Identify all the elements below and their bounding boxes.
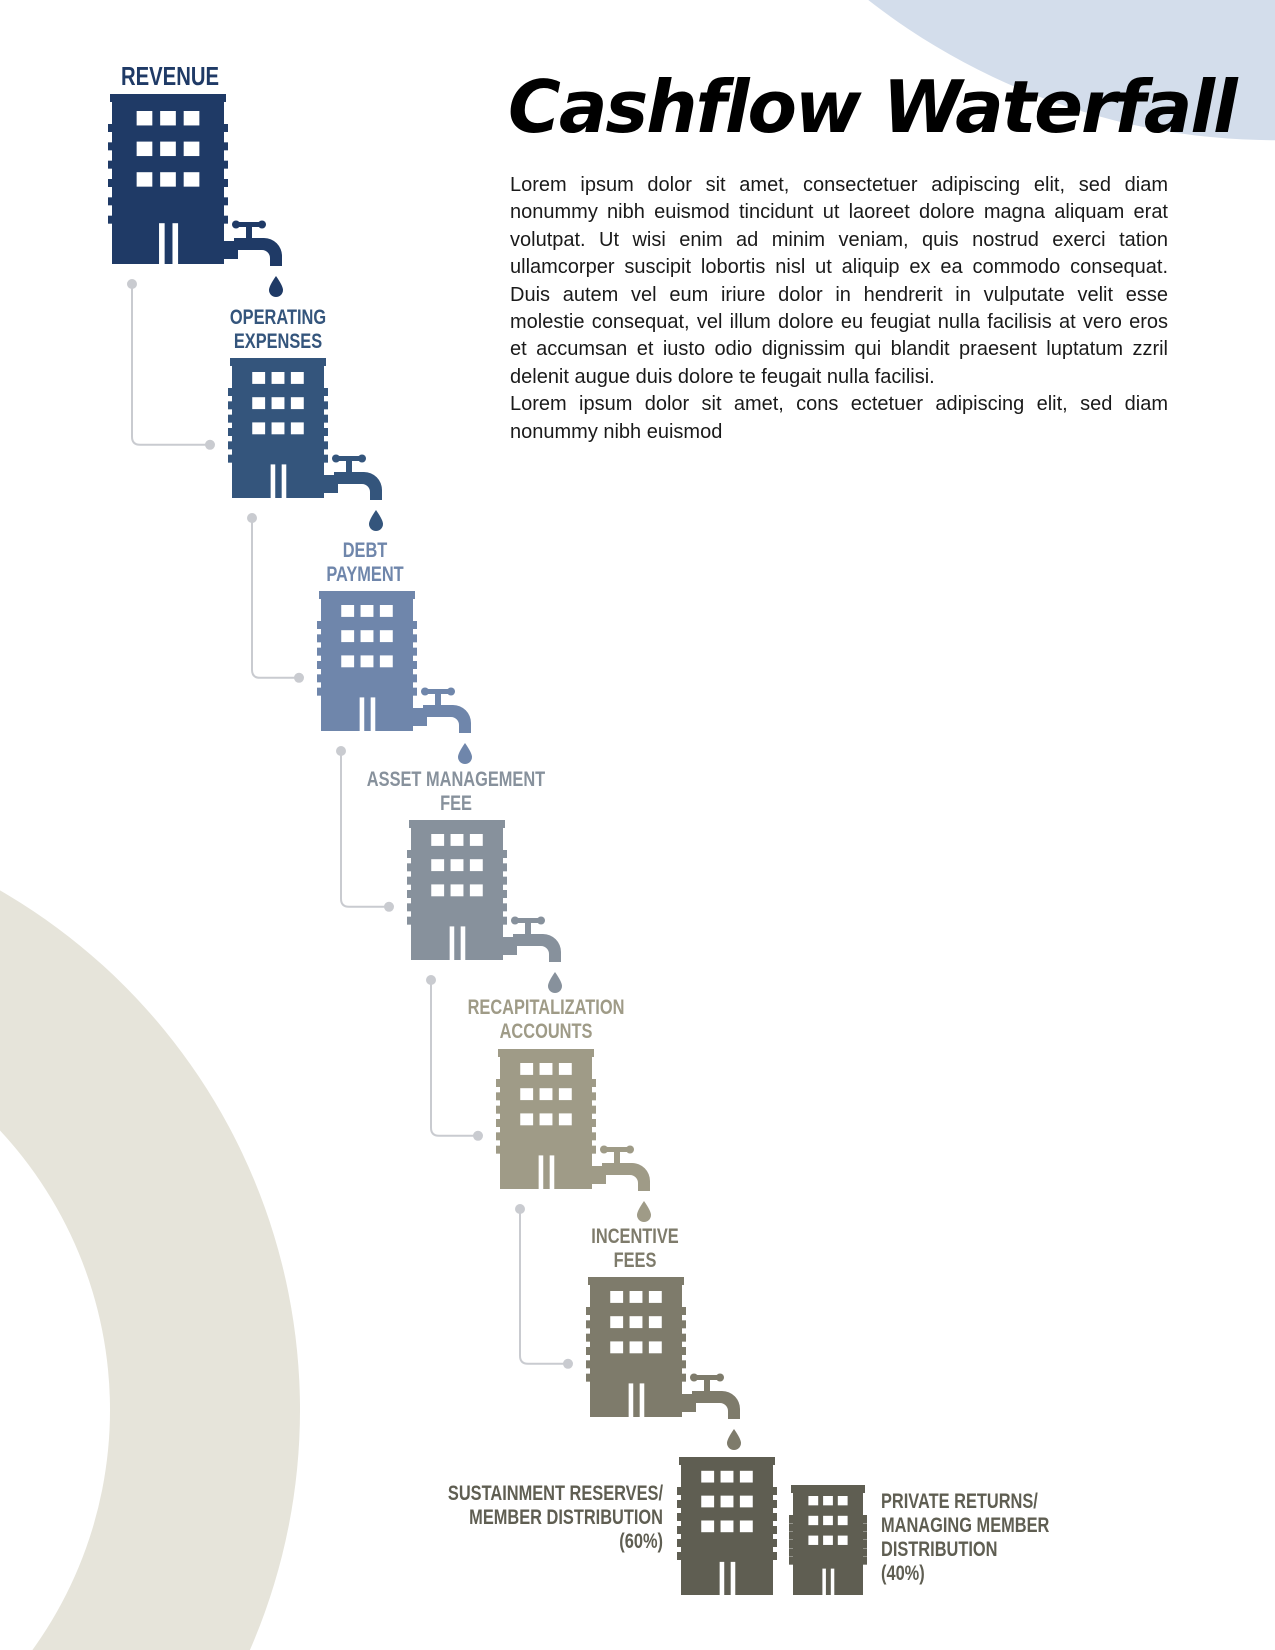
building-door-line xyxy=(271,464,276,498)
building-side-ledge xyxy=(789,1523,795,1531)
faucet-icon xyxy=(592,1146,651,1223)
building-window xyxy=(540,1088,553,1100)
body-text xyxy=(510,172,1168,446)
building-side-ledge xyxy=(771,1539,777,1547)
building-icon xyxy=(496,1049,596,1189)
body-paragraph-1: Lorem ipsum dolor sit amet, consectetuer adipiscing elit, sed diam nonummy nibh euismod tincidunt ut laoreet dolore magna aliquam erat volutpat. Ut wisi enim ad minim veniam, quis nostrud exerci tation ullamcorper suscipit lobortis nisl ut aliquip ex ea commodo consequat. Duis autem vel eum iriure dolor in hendrerit in vulputate velit esse molestie consequat, vel illum dolore eu feugiat nulla facilisis at vero eros et accumsan et iusto odio dignissim qui blandit praesent luptatum zzril delenit augue duis dolore te feugait nulla facilisi. xyxy=(510,174,1168,388)
building-side-ledge xyxy=(322,415,328,423)
building-side-ledge xyxy=(861,1548,867,1556)
building-side-ledge xyxy=(411,621,417,629)
building-side-ledge xyxy=(590,1079,596,1087)
building-window xyxy=(808,1496,818,1505)
connector-dot xyxy=(473,1131,483,1141)
building-side-ledge xyxy=(586,1334,592,1342)
building-window xyxy=(160,142,176,156)
building-window xyxy=(649,1316,662,1328)
faucet-stem xyxy=(346,460,352,474)
building-side-ledge xyxy=(411,661,417,669)
faucet-handle-knob xyxy=(332,455,340,463)
building-icon xyxy=(789,1485,867,1595)
building-side-ledge xyxy=(322,428,328,436)
building-side-ledge xyxy=(317,661,323,669)
building-roof-ledge xyxy=(319,591,415,599)
building-window xyxy=(470,884,483,896)
building-window xyxy=(160,111,176,125)
building-side-ledge xyxy=(861,1523,867,1531)
building-side-ledge xyxy=(771,1500,777,1508)
building-side-ledge xyxy=(501,903,507,911)
building-window xyxy=(823,1516,833,1525)
building-side-ledge xyxy=(677,1500,683,1508)
building-window xyxy=(137,172,153,186)
step-label-line: FEES xyxy=(613,1249,657,1272)
faucet-handle-knob xyxy=(258,221,266,229)
step-label-line: DEBT xyxy=(342,539,388,562)
building-side-ledge xyxy=(677,1513,683,1521)
building-side-ledge xyxy=(411,634,417,642)
building-window xyxy=(721,1471,734,1483)
building-window xyxy=(361,655,374,667)
building-side-ledge xyxy=(228,441,234,449)
building-side-ledge xyxy=(407,850,413,858)
final-label-line: (40%) xyxy=(881,1562,925,1585)
building-side-ledge xyxy=(789,1540,795,1548)
building-roof-ledge xyxy=(409,820,505,828)
building-door-line xyxy=(461,926,466,960)
building-side-ledge xyxy=(496,1132,502,1140)
building-side-ledge xyxy=(228,401,234,409)
building-window xyxy=(291,397,304,409)
faucet-handle-knob xyxy=(716,1374,724,1382)
faucet-spout xyxy=(513,934,561,962)
building-icon xyxy=(317,591,417,731)
step-label-debt-payment xyxy=(295,539,435,587)
building-side-ledge xyxy=(677,1526,683,1534)
building-door-line xyxy=(172,223,178,264)
final-label-line: PRIVATE RETURNS/ xyxy=(881,1490,1038,1513)
building-window xyxy=(380,655,393,667)
faucet-handle-knob xyxy=(232,221,240,229)
building-side-ledge xyxy=(501,850,507,858)
building-side-ledge xyxy=(861,1515,867,1523)
building-window xyxy=(470,859,483,871)
building-window xyxy=(630,1341,643,1353)
building-side-ledge xyxy=(586,1374,592,1382)
building-side-ledge xyxy=(680,1347,686,1355)
building-door-line xyxy=(450,926,455,960)
building-side-ledge xyxy=(222,142,228,150)
building-window xyxy=(610,1291,623,1303)
building-window xyxy=(341,630,354,642)
building-side-ledge xyxy=(407,917,413,925)
building-side-ledge xyxy=(680,1360,686,1368)
building-side-ledge xyxy=(771,1526,777,1534)
building-roof-ledge xyxy=(230,358,326,366)
building-side-ledge xyxy=(496,1119,502,1127)
faucet-handle-knob xyxy=(447,688,455,696)
building-window xyxy=(649,1291,662,1303)
building-window xyxy=(838,1516,848,1525)
building-side-ledge xyxy=(322,401,328,409)
connector-path xyxy=(132,284,210,445)
building-side-ledge xyxy=(677,1552,683,1560)
building-side-ledge xyxy=(680,1320,686,1328)
connector-dot xyxy=(247,513,257,523)
building-icon xyxy=(108,94,228,264)
building-window xyxy=(559,1088,572,1100)
building-window xyxy=(380,605,393,617)
water-drop-icon xyxy=(637,1201,651,1222)
connector-dot xyxy=(205,440,215,450)
building-side-ledge xyxy=(108,124,114,132)
building-side-ledge xyxy=(411,648,417,656)
faucet-icon xyxy=(224,221,283,298)
building-window xyxy=(272,397,285,409)
body-paragraph-2: Lorem ipsum dolor sit amet, cons ectetuer adipiscing elit, sed diam nonummy nibh euismod xyxy=(510,393,1168,443)
building-door-line xyxy=(831,1569,835,1595)
building-side-ledge xyxy=(228,428,234,436)
building-side-ledge xyxy=(586,1307,592,1315)
building-window xyxy=(559,1063,572,1075)
building-window xyxy=(184,172,200,186)
building-door-line xyxy=(822,1569,826,1595)
building-window xyxy=(470,834,483,846)
building-window xyxy=(380,630,393,642)
connector-dot xyxy=(426,975,436,985)
building-side-ledge xyxy=(789,1548,795,1556)
faucet-handle-knob xyxy=(690,1374,698,1382)
building-side-ledge xyxy=(789,1532,795,1540)
step-label-line: EXPENSES xyxy=(233,330,323,353)
building-window xyxy=(520,1113,533,1125)
building-side-ledge xyxy=(222,161,228,169)
step-label-line: REVENUE xyxy=(120,61,220,91)
building-side-ledge xyxy=(677,1539,683,1547)
step-label-operating-expenses xyxy=(208,306,348,354)
building-window xyxy=(559,1113,572,1125)
building-window xyxy=(291,372,304,384)
faucet-stem xyxy=(614,1151,620,1165)
building-side-ledge xyxy=(222,197,228,205)
step-label-recapitalization-accounts xyxy=(448,996,645,1044)
building-door-line xyxy=(159,223,165,264)
connector-dot xyxy=(294,673,304,683)
building-door-line xyxy=(640,1383,645,1417)
water-drop-icon xyxy=(269,276,283,297)
building-door-line xyxy=(371,697,376,731)
building-side-ledge xyxy=(590,1106,596,1114)
water-drop-icon xyxy=(727,1429,741,1450)
faucet-handle-knob xyxy=(537,917,545,925)
building-window xyxy=(808,1536,818,1545)
connector-dot xyxy=(563,1359,573,1369)
final-label-line: SUSTAINMENT RESERVES/ xyxy=(447,1482,663,1505)
building-side-ledge xyxy=(590,1119,596,1127)
building-side-ledge xyxy=(771,1552,777,1560)
building-door-line xyxy=(629,1383,634,1417)
final-label-line: (60%) xyxy=(619,1530,663,1553)
step-label-line: RECAPITALIZATION xyxy=(467,996,625,1019)
building-window xyxy=(431,859,444,871)
connector-path xyxy=(252,518,299,678)
building-door-line xyxy=(282,464,287,498)
building-side-ledge xyxy=(586,1347,592,1355)
building-side-ledge xyxy=(496,1092,502,1100)
building-window xyxy=(341,655,354,667)
building-window xyxy=(630,1316,643,1328)
building-window xyxy=(361,605,374,617)
building-side-ledge xyxy=(861,1557,867,1565)
building-side-ledge xyxy=(771,1513,777,1521)
building-window xyxy=(431,834,444,846)
building-window xyxy=(272,422,285,434)
building-side-ledge xyxy=(411,688,417,696)
building-window xyxy=(160,172,176,186)
building-door-line xyxy=(550,1155,555,1189)
building-window xyxy=(808,1516,818,1525)
building-side-ledge xyxy=(222,216,228,224)
building-roof-ledge xyxy=(588,1277,684,1285)
water-drop-icon xyxy=(458,743,472,764)
building-window xyxy=(540,1113,553,1125)
building-side-ledge xyxy=(317,634,323,642)
building-side-ledge xyxy=(407,877,413,885)
step-label-asset-management-fee xyxy=(350,768,562,816)
building-side-ledge xyxy=(501,877,507,885)
building-window xyxy=(451,834,464,846)
building-window xyxy=(520,1063,533,1075)
building-side-ledge xyxy=(496,1146,502,1154)
building-side-ledge xyxy=(677,1487,683,1495)
building-side-ledge xyxy=(411,674,417,682)
building-window xyxy=(630,1291,643,1303)
building-roof-ledge xyxy=(498,1049,594,1057)
building-window xyxy=(184,142,200,156)
step-label-line: FEE xyxy=(440,792,472,815)
faucet-spout xyxy=(602,1163,650,1191)
building-side-ledge xyxy=(590,1146,596,1154)
final-label-private-returns xyxy=(881,1490,1115,1586)
building-side-ledge xyxy=(407,863,413,871)
building-side-ledge xyxy=(501,890,507,898)
building-window xyxy=(740,1520,753,1532)
building-side-ledge xyxy=(108,142,114,150)
building-window xyxy=(701,1496,714,1508)
faucet-icon xyxy=(324,455,383,532)
building-window xyxy=(610,1341,623,1353)
faucet-handle-knob xyxy=(511,917,519,925)
building-side-ledge xyxy=(586,1320,592,1328)
building-side-ledge xyxy=(108,216,114,224)
faucet-stem xyxy=(525,922,531,936)
building-side-ledge xyxy=(590,1132,596,1140)
building-side-ledge xyxy=(108,179,114,187)
building-window xyxy=(838,1496,848,1505)
building-side-ledge xyxy=(222,179,228,187)
connector-path xyxy=(520,1209,568,1364)
building-side-ledge xyxy=(317,688,323,696)
building-icon xyxy=(407,820,507,960)
faucet-icon xyxy=(682,1374,741,1451)
faucet-icon xyxy=(503,917,562,994)
page-title: Cashflow Waterfall xyxy=(508,65,1236,149)
building-side-ledge xyxy=(771,1487,777,1495)
building-side-ledge xyxy=(789,1557,795,1565)
building-side-ledge xyxy=(496,1106,502,1114)
building-side-ledge xyxy=(108,197,114,205)
building-window xyxy=(184,111,200,125)
building-window xyxy=(610,1316,623,1328)
building-window xyxy=(721,1520,734,1532)
building-window xyxy=(740,1471,753,1483)
building-window xyxy=(721,1496,734,1508)
building-window xyxy=(740,1496,753,1508)
building-roof-ledge xyxy=(110,94,226,102)
building-window xyxy=(137,142,153,156)
step-label-line: INCENTIVE xyxy=(591,1225,679,1248)
building-side-ledge xyxy=(496,1079,502,1087)
connector-line xyxy=(127,279,215,450)
water-drop-icon xyxy=(548,972,562,993)
building-window xyxy=(252,372,265,384)
building-window xyxy=(361,630,374,642)
building-window xyxy=(291,422,304,434)
building-side-ledge xyxy=(501,917,507,925)
building-side-ledge xyxy=(228,388,234,396)
step-label-incentive-fees xyxy=(565,1225,705,1273)
building-side-ledge xyxy=(680,1307,686,1315)
step-label-line: OPERATING xyxy=(229,306,327,329)
building-window xyxy=(649,1341,662,1353)
building-window xyxy=(341,605,354,617)
building-side-ledge xyxy=(861,1540,867,1548)
building-window xyxy=(701,1520,714,1532)
faucet-spout xyxy=(234,238,282,266)
building-side-ledge xyxy=(501,863,507,871)
building-side-ledge xyxy=(407,903,413,911)
building-door-line xyxy=(539,1155,544,1189)
building-window xyxy=(823,1496,833,1505)
final-label-line: MANAGING MEMBER xyxy=(881,1514,1050,1537)
building-icon xyxy=(677,1457,777,1595)
step-label-line: ACCOUNTS xyxy=(499,1020,593,1043)
building-side-ledge xyxy=(680,1374,686,1382)
building-side-ledge xyxy=(322,441,328,449)
faucet-stem xyxy=(435,693,441,707)
building-side-ledge xyxy=(317,621,323,629)
connector-dot xyxy=(127,279,137,289)
building-side-ledge xyxy=(228,455,234,463)
faucet-handle-knob xyxy=(600,1146,608,1154)
building-side-ledge xyxy=(861,1532,867,1540)
building-door-line xyxy=(360,697,365,731)
step-label-line: ASSET MANAGEMENT xyxy=(366,768,546,791)
final-label-sustainment-reserves xyxy=(429,1482,663,1554)
water-drop-icon xyxy=(369,510,383,531)
building-side-ledge xyxy=(108,161,114,169)
building-icon xyxy=(586,1277,686,1417)
faucet-stem xyxy=(704,1379,710,1393)
building-window xyxy=(451,859,464,871)
building-window xyxy=(431,884,444,896)
building-window xyxy=(272,372,285,384)
building-roof-ledge xyxy=(791,1485,865,1493)
building-side-ledge xyxy=(680,1334,686,1342)
connector-dot xyxy=(384,902,394,912)
building-window xyxy=(451,884,464,896)
building-side-ledge xyxy=(317,648,323,656)
building-window xyxy=(701,1471,714,1483)
building-side-ledge xyxy=(228,415,234,423)
faucet-handle-knob xyxy=(421,688,429,696)
building-side-ledge xyxy=(322,388,328,396)
faucet-stem xyxy=(246,226,252,240)
building-window xyxy=(823,1536,833,1545)
faucet-spout xyxy=(423,705,471,733)
building-window xyxy=(520,1088,533,1100)
building-icon xyxy=(228,358,328,498)
step-label-line: PAYMENT xyxy=(326,563,404,586)
faucet-icon xyxy=(413,688,472,765)
final-label-line: MEMBER DISTRIBUTION xyxy=(469,1506,663,1529)
connector-dot xyxy=(336,746,346,756)
building-window xyxy=(838,1536,848,1545)
building-side-ledge xyxy=(222,124,228,132)
building-window xyxy=(252,422,265,434)
faucet-spout xyxy=(334,472,382,500)
final-label-line: DISTRIBUTION xyxy=(881,1538,998,1561)
building-side-ledge xyxy=(586,1360,592,1368)
building-door-line xyxy=(720,1562,725,1595)
building-side-ledge xyxy=(322,455,328,463)
connector-dot xyxy=(515,1204,525,1214)
building-side-ledge xyxy=(590,1092,596,1100)
building-side-ledge xyxy=(407,890,413,898)
faucet-handle-knob xyxy=(358,455,366,463)
building-window xyxy=(540,1063,553,1075)
building-window xyxy=(252,397,265,409)
building-door-line xyxy=(731,1562,736,1595)
building-window xyxy=(137,111,153,125)
step-label-revenue xyxy=(108,62,233,90)
faucet-handle-knob xyxy=(626,1146,634,1154)
building-side-ledge xyxy=(317,674,323,682)
building-roof-ledge xyxy=(679,1457,775,1465)
building-side-ledge xyxy=(789,1515,795,1523)
faucet-spout xyxy=(692,1391,740,1419)
